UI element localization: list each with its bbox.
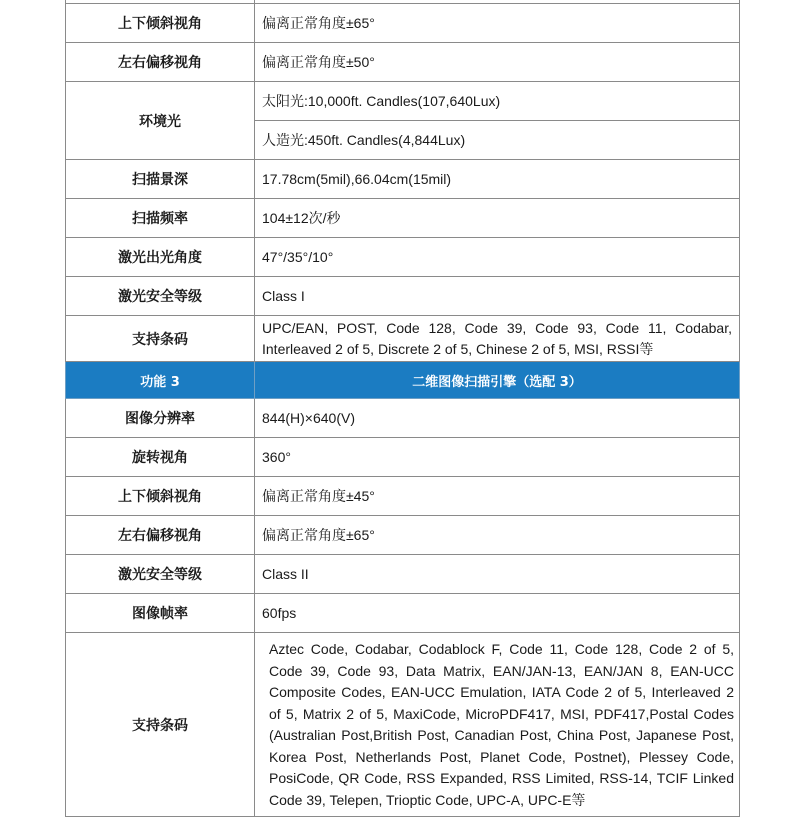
spec-table — [65, 0, 740, 817]
table-row — [66, 399, 740, 438]
row-label: 支持条码 — [66, 633, 255, 817]
row-value: 47°/35°/10° — [255, 238, 740, 277]
table-row — [66, 160, 740, 199]
table-row — [66, 43, 740, 82]
row-value: 60fps — [255, 594, 740, 633]
spec-sheet — [65, 0, 740, 817]
row-value-barcodes: UPC/EAN, POST, Code 128, Code 39, Code 93, Code 11, Codabar, Interleaved 2 of 5, Discrete 2 of 5, Chinese 2 of 5, MSI, RSSI等 — [255, 316, 740, 362]
table-row — [66, 277, 740, 316]
table-row — [66, 4, 740, 43]
row-label: 左右偏移视角 — [66, 516, 255, 555]
row-value: 844(H)×640(V) — [255, 399, 740, 438]
row-label: 扫描频率 — [66, 199, 255, 238]
row-label: 上下倾斜视角 — [66, 4, 255, 43]
row-value: 偏离正常角度±45° — [255, 477, 740, 516]
row-label: 上下倾斜视角 — [66, 477, 255, 516]
row-label: 图像帧率 — [66, 594, 255, 633]
row-value: 偏离正常角度±50° — [255, 43, 740, 82]
table-row — [66, 594, 740, 633]
table-row — [66, 199, 740, 238]
row-label: 环境光 — [66, 82, 255, 160]
table-row — [66, 438, 740, 477]
row-value-artificial: 人造光:450ft. Candles(4,844Lux) — [255, 121, 740, 160]
table-row — [66, 238, 740, 277]
table-row-ambient-light — [66, 82, 740, 121]
row-value-barcodes: Aztec Code, Codabar, Codablock F, Code 11, Code 128, Code 2 of 5, Code 39, Code 93, Data Matrix, EAN/JAN-13, EAN/JAN 8, EAN-UCC Composite Codes, EAN-UCC Emulation, IATA Code 2 of 5, Interleaved 2 of 5, Matrix 2 of 5, MaxiCode, MicroPDF417, MSI, PDF417,Postal Codes (Australian Post,British Post, Canadian Post, China Post, Japanese Post, Korea Post, Netherlands Post, Planet Code, Postnet), Plessey Code, PosiCode, QR Code, RSS Expanded, RSS Limited, RSS-14, TCIF Linked Code 39, Telepen, Trioptic Code, UPC-A, UPC-E等 — [255, 633, 740, 817]
row-value: 17.78cm(5mil),66.04cm(15mil) — [255, 160, 740, 199]
row-value: Class II — [255, 555, 740, 594]
table-row-barcodes-1d — [66, 316, 740, 362]
section-header-feature-3 — [66, 362, 740, 399]
row-label: 激光安全等级 — [66, 277, 255, 316]
row-value: 偏离正常角度±65° — [255, 516, 740, 555]
row-value: 104±12次/秒 — [255, 199, 740, 238]
row-label: 激光安全等级 — [66, 555, 255, 594]
row-label: 左右偏移视角 — [66, 43, 255, 82]
row-value: 360° — [255, 438, 740, 477]
table-row — [66, 477, 740, 516]
row-label: 图像分辨率 — [66, 399, 255, 438]
row-label: 旋转视角 — [66, 438, 255, 477]
row-label: 扫描景深 — [66, 160, 255, 199]
feature-title: 二维图像扫描引擎（选配 3） — [255, 362, 740, 399]
row-value: Class I — [255, 277, 740, 316]
feature-label: 功能 3 — [66, 362, 255, 399]
row-label: 支持条码 — [66, 316, 255, 362]
row-value-sunlight: 太阳光:10,000ft. Candles(107,640Lux) — [255, 82, 740, 121]
row-value: 偏离正常角度±65° — [255, 4, 740, 43]
table-row — [66, 555, 740, 594]
table-row-barcodes-2d — [66, 633, 740, 817]
table-row — [66, 516, 740, 555]
row-label: 激光出光角度 — [66, 238, 255, 277]
